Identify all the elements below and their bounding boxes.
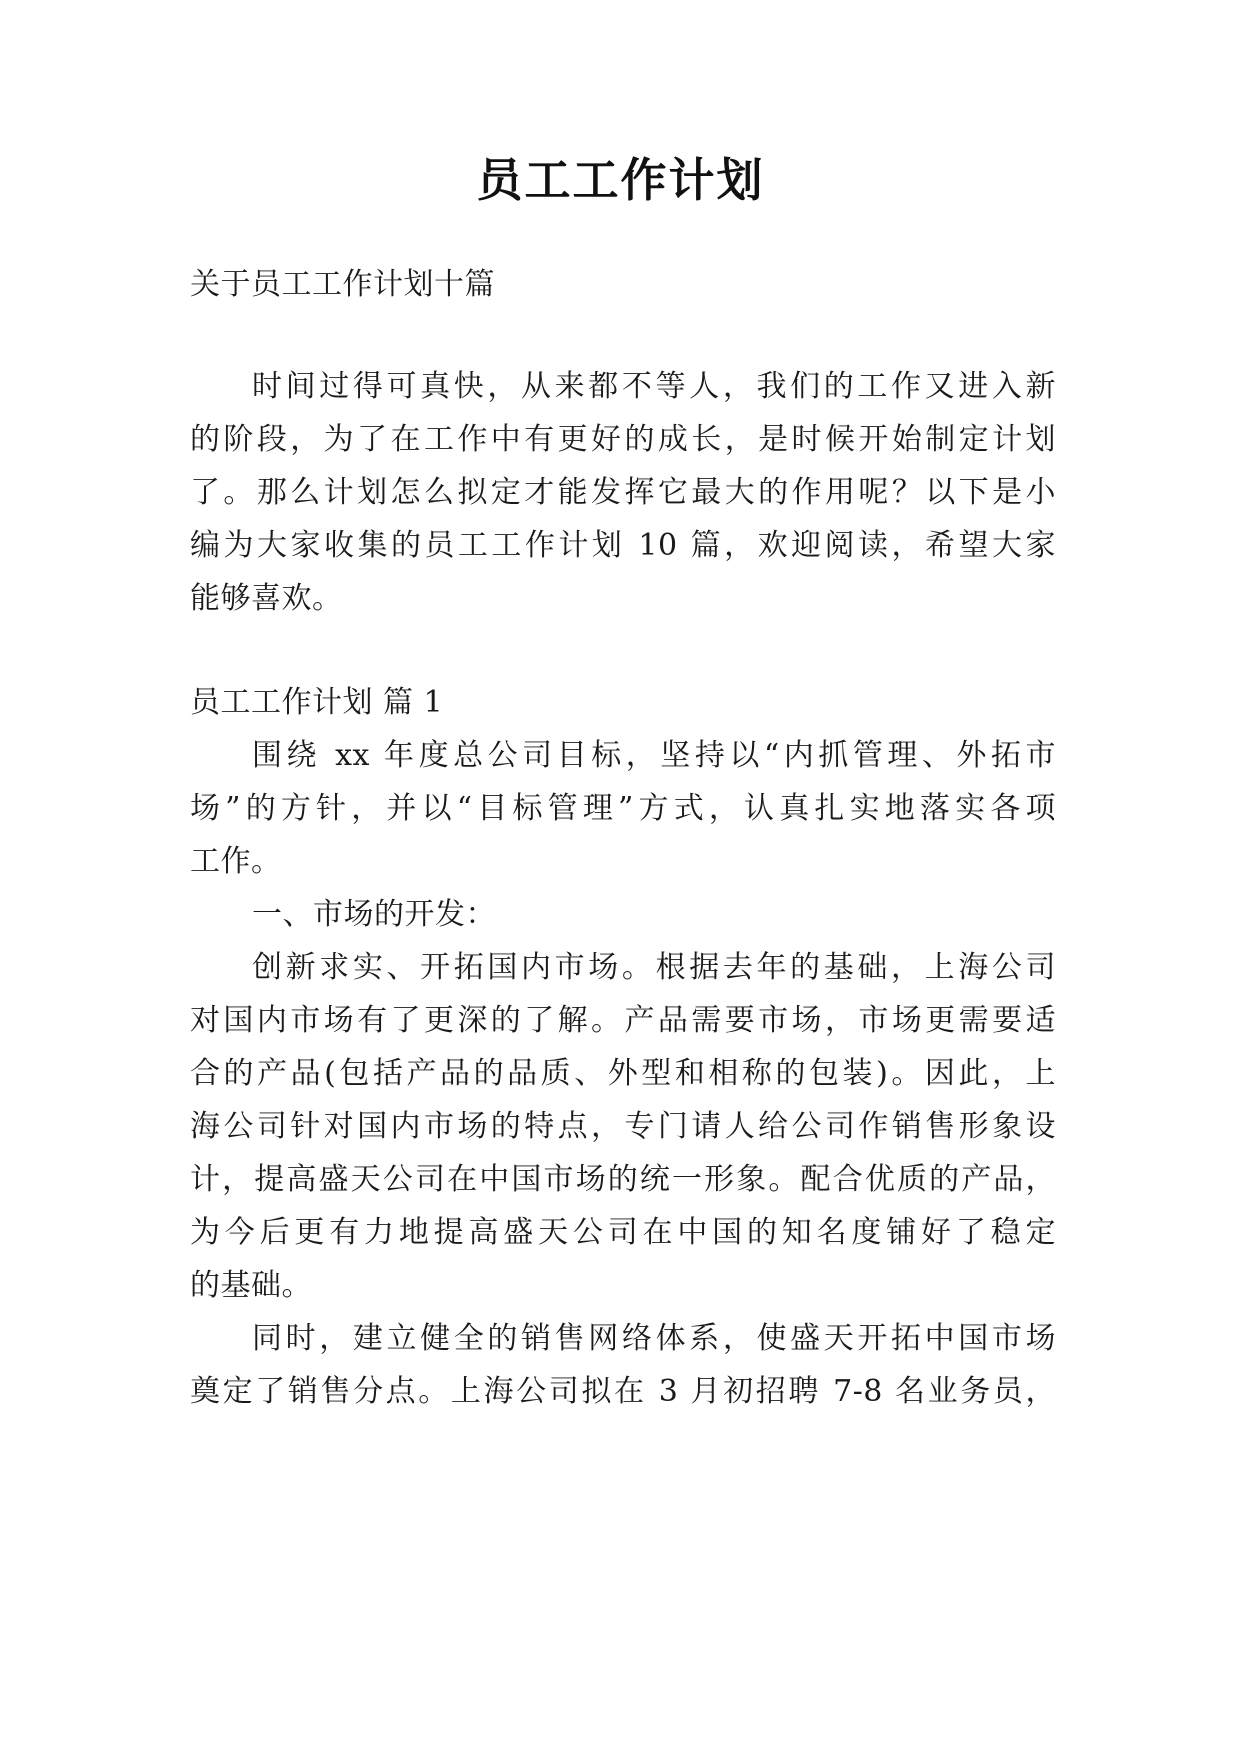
paragraph-line: 对国内市场有了更深的了解。产品需要市场，市场更需要适 bbox=[190, 1003, 1056, 1038]
paragraph-line: 计，提高盛天公司在中国市场的统一形象。配合优质的产品， bbox=[190, 1162, 1056, 1197]
paragraph-line: 海公司针对国内市场的特点，专门请人给公司作销售形象设 bbox=[190, 1109, 1056, 1144]
paragraph-line: 合的产品(包括产品的品质、外型和相称的包装)。因此，上 bbox=[190, 1056, 1056, 1091]
paragraph-line: 围绕 xx 年度总公司目标，坚持以“内抓管理、外拓市 bbox=[252, 738, 1056, 773]
paragraph-line: 的基础。 bbox=[190, 1268, 312, 1303]
subheading: 一、市场的开发： bbox=[252, 897, 496, 932]
document-subtitle: 关于员工工作计划十篇 bbox=[190, 267, 495, 302]
paragraph-line: 工作。 bbox=[190, 844, 282, 879]
intro-line: 编为大家收集的员工工作计划 10 篇，欢迎阅读，希望大家 bbox=[190, 528, 1056, 563]
paragraph-line: 为今后更有力地提高盛天公司在中国的知名度铺好了稳定 bbox=[190, 1215, 1056, 1250]
document-title: 员工工作计划 bbox=[476, 153, 765, 207]
paragraph-line: 同时，建立健全的销售网络体系，使盛天开拓中国市场 bbox=[252, 1321, 1056, 1356]
section-heading: 员工工作计划 篇 1 bbox=[190, 685, 444, 720]
paragraph-line: 场”的方针，并以“目标管理”方式，认真扎实地落实各项 bbox=[190, 791, 1056, 826]
intro-line: 能够喜欢。 bbox=[190, 581, 343, 616]
intro-line: 了。那么计划怎么拟定才能发挥它最大的作用呢？以下是小 bbox=[190, 475, 1056, 510]
paragraph-line: 奠定了销售分点。上海公司拟在 3 月初招聘 7-8 名业务员， bbox=[190, 1374, 1056, 1409]
intro-line: 的阶段，为了在工作中有更好的成长，是时候开始制定计划 bbox=[190, 422, 1056, 457]
paragraph-line: 创新求实、开拓国内市场。根据去年的基础，上海公司 bbox=[252, 950, 1056, 985]
intro-line: 时间过得可真快，从来都不等人，我们的工作又进入新 bbox=[252, 369, 1056, 404]
